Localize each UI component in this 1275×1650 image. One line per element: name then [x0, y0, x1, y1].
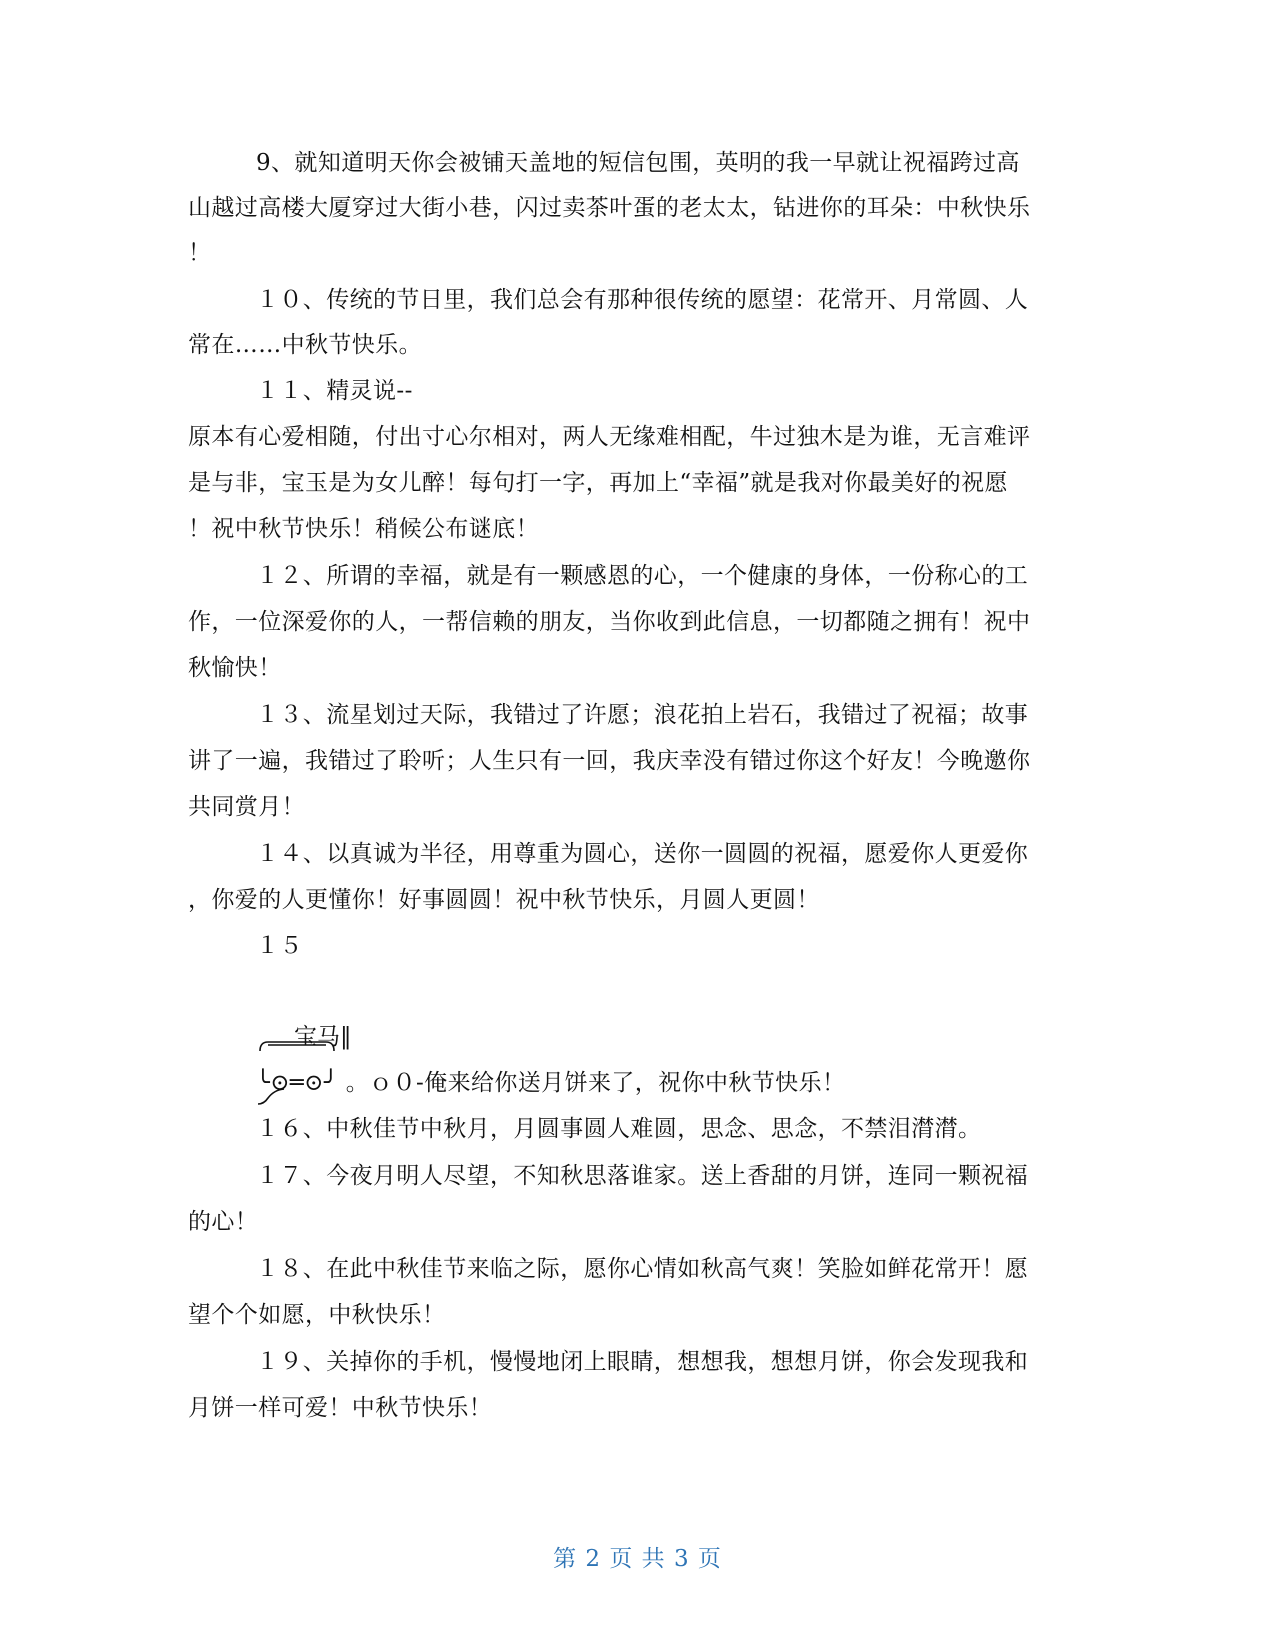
- paragraph-12-line-1: １２、所谓的幸福，就是有一颗感恩的心，一个健康的身体，一份称心的工: [256, 563, 1029, 589]
- paragraph-15-number: １５: [256, 933, 303, 959]
- paragraph-19-line-2: 月饼一样可爱！中秋节快乐！: [188, 1395, 493, 1421]
- paragraph-11-line-3: ！祝中秋节快乐！稍候公布谜底！: [188, 516, 539, 542]
- paragraph-19-line-1: １９、关掉你的手机，慢慢地闭上眼睛，想想我，想想月饼，你会发现我和: [256, 1349, 1029, 1375]
- paragraph-12-line-2: 作，一位深爱你的人，一帮信赖的朋友，当你收到此信息，一切都随之拥有！祝中: [188, 609, 1031, 635]
- paragraph-14-line-2: ，你爱的人更懂你！好事圆圆！祝中秋节快乐，月圆人更圆！: [188, 887, 820, 913]
- paragraph-13-line-3: 共同赏月！: [188, 794, 305, 820]
- paragraph-15-line: ╰⊙═⊙╯ 。ｏ０-俺来给你送月饼来了，祝你中秋节快乐！: [256, 1070, 846, 1096]
- paragraph-10-line-1: １０、传统的节日里，我们总会有那种很传统的愿望：花常开、月常圆、人: [256, 287, 1029, 313]
- car-body-label: 宝马‖: [294, 1024, 352, 1050]
- paragraph-10-line-2: 常在……中秋节快乐。: [188, 332, 422, 358]
- paragraph-9-line-1: 9、就知道明天你会被铺天盖地的短信包围，英明的我一早就让祝福跨过高: [256, 150, 1020, 176]
- paragraph-11-line-2: 是与非，宝玉是为女儿醉！每句打一字，再加上“幸福”就是我对你最美好的祝愿: [188, 470, 1008, 496]
- paragraph-17-line-1: １７、今夜月明人尽望，不知秋思落谁家。送上香甜的月饼，连同一颗祝福: [256, 1163, 1029, 1189]
- paragraph-12-line-3: 秋愉快！: [188, 655, 282, 681]
- paragraph-11-line-1: 原本有心爱相随，付出寸心尔相对，两人无缘难相配，牛过独木是为谁，无言难评: [188, 424, 1031, 450]
- paragraph-18-line-2: 望个个如愿，中秋快乐！: [188, 1302, 446, 1328]
- paragraph-11-heading: １１、精灵说--: [256, 378, 413, 404]
- paragraph-14-line-1: １４、以真诚为半径，用尊重为圆心，送你一圆圆的祝福，愿爱你人更爱你: [256, 841, 1029, 867]
- paragraph-18-line-1: １８、在此中秋佳节来临之际，愿你心情如秋高气爽！笑脸如鲜花常开！愿: [256, 1256, 1029, 1282]
- page-number-footer: 第 2 页 共 3 页: [553, 1546, 722, 1572]
- paragraph-9-line-3: ！: [188, 240, 212, 266]
- paragraph-9-line-2: 山越过高楼大厦穿过大街小巷，闪过卖茶叶蛋的老太太，钻进你的耳朵：中秋快乐: [188, 195, 1031, 221]
- paragraph-16-line-1: １６、中秋佳节中秋月，月圆事圆人难圆，思念、思念，不禁泪潸潸。: [256, 1116, 982, 1142]
- paragraph-13-line-2: 讲了一遍，我错过了聆听；人生只有一回，我庆幸没有错过你这个好友！今晚邀你: [188, 748, 1031, 774]
- paragraph-17-line-2: 的心！: [188, 1209, 259, 1235]
- paragraph-13-line-1: １３、流星划过天际，我错过了许愿；浪花拍上岩石，我错过了祝福；故事: [256, 702, 1029, 728]
